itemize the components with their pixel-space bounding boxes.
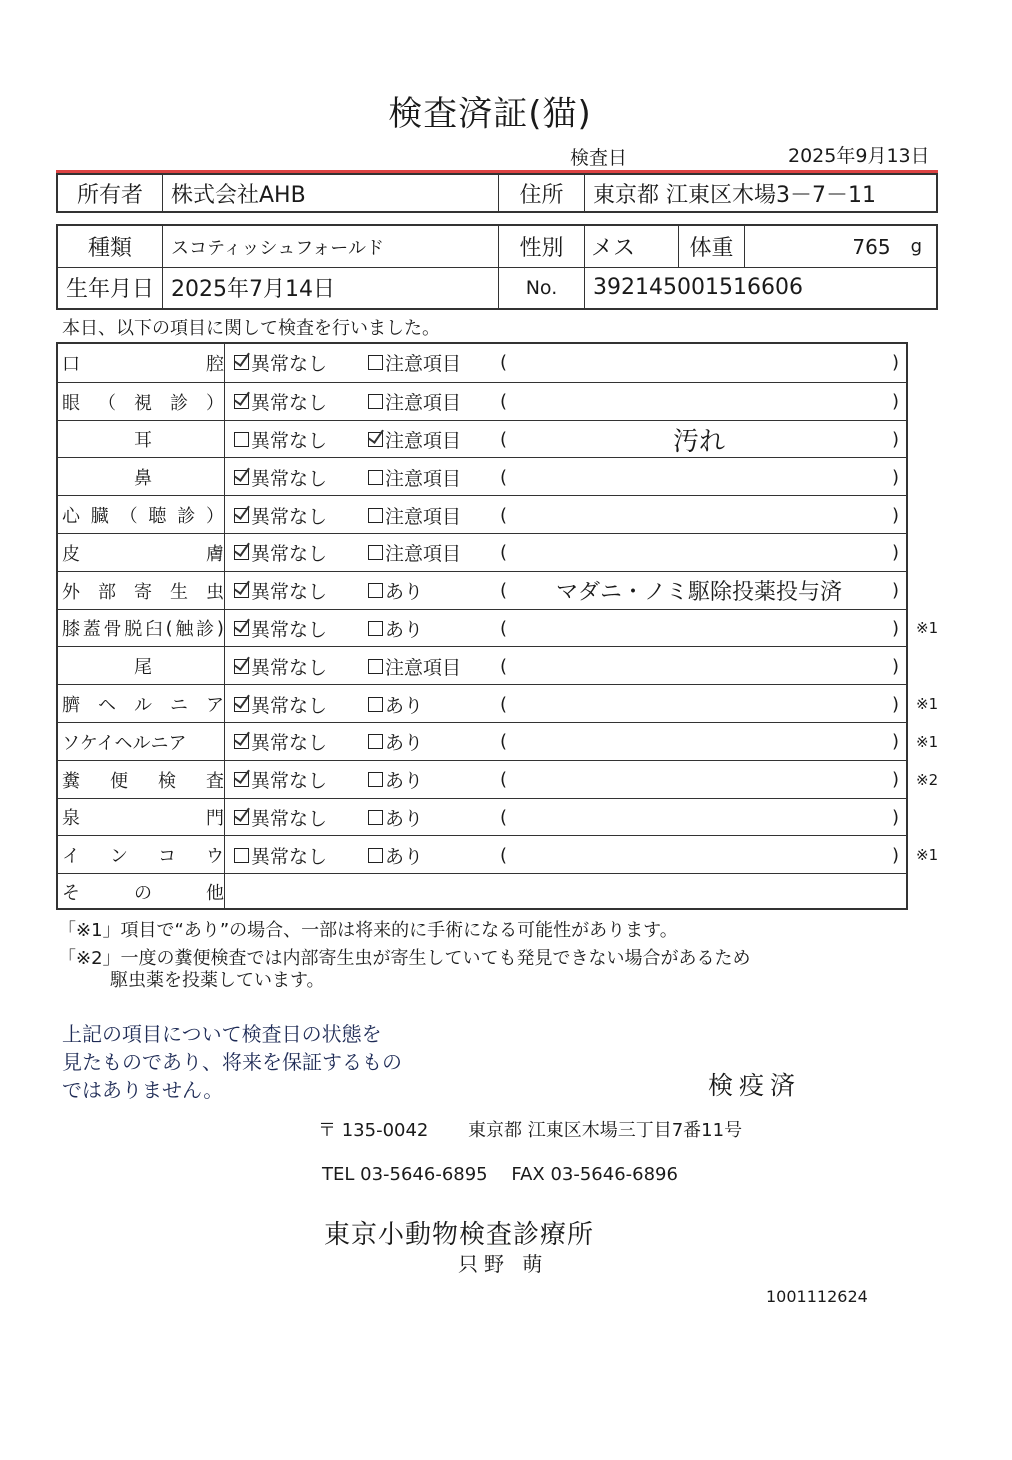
row-note[interactable] bbox=[508, 610, 890, 648]
check-row bbox=[58, 722, 939, 761]
sex-value: メス bbox=[584, 226, 678, 267]
option-attention bbox=[368, 534, 461, 572]
option-normal bbox=[234, 534, 327, 572]
option-normal-label: 異常なし bbox=[251, 656, 328, 679]
paren-open: ( bbox=[500, 542, 508, 564]
row-label: 泉 門 bbox=[62, 808, 224, 830]
vet-name: 只野 萌 bbox=[458, 1252, 549, 1276]
checkbox-normal[interactable] bbox=[234, 810, 249, 825]
option-normal bbox=[234, 761, 327, 799]
checkbox-attention[interactable] bbox=[368, 848, 383, 863]
paren-close: ) bbox=[892, 769, 900, 791]
row-note[interactable] bbox=[508, 383, 890, 421]
paren-open: ( bbox=[500, 655, 508, 677]
row-note[interactable]: マダニ・ノミ駆除投薬投与済 bbox=[555, 580, 842, 606]
option-normal bbox=[234, 836, 327, 874]
option-normal bbox=[234, 685, 327, 723]
checkbox-attention[interactable] bbox=[368, 583, 383, 598]
row-label: イ ン コ ウ bbox=[62, 846, 224, 868]
row-label: 鼻 bbox=[134, 468, 152, 490]
paren-close: ) bbox=[892, 352, 900, 374]
option-attention bbox=[368, 723, 423, 761]
option-attention-label: 注意項目 bbox=[385, 656, 462, 679]
option-attention-label: 注意項目 bbox=[385, 543, 462, 566]
option-normal bbox=[234, 572, 327, 610]
checkbox-normal[interactable] bbox=[234, 621, 249, 636]
row-note[interactable] bbox=[508, 723, 890, 761]
option-attention-label: 注意項目 bbox=[385, 505, 462, 528]
option-normal-label: 異常なし bbox=[251, 543, 328, 566]
checkbox-attention[interactable] bbox=[368, 659, 383, 674]
row-label: 耳 bbox=[134, 430, 152, 452]
row-label: 尾 bbox=[134, 657, 152, 679]
option-normal bbox=[234, 799, 327, 837]
checkbox-attention[interactable] bbox=[368, 545, 383, 560]
checkbox-attention[interactable] bbox=[368, 508, 383, 523]
footnote-2: 「※2」一度の糞便検査では内部寄生虫が寄生していても発見できない場合があるため bbox=[58, 948, 751, 969]
dob-label: 生年月日 bbox=[65, 277, 154, 302]
option-attention-label: 注意項目 bbox=[385, 353, 462, 376]
row-footnote-mark: ※1 bbox=[916, 846, 939, 865]
option-normal-label: 異常なし bbox=[251, 429, 328, 452]
paren-open: ( bbox=[500, 580, 508, 602]
sex-label: 性別 bbox=[498, 226, 584, 267]
option-normal bbox=[234, 610, 327, 648]
row-label: 臍 ヘ ル ニ ア bbox=[62, 695, 224, 717]
option-attention-label: あり bbox=[385, 770, 424, 793]
paren-open: ( bbox=[500, 769, 508, 791]
row-label: 口 腔 bbox=[62, 353, 224, 375]
inspection-date: 2025年9月13日 bbox=[788, 145, 930, 167]
row-footnote-mark: ※1 bbox=[916, 695, 939, 714]
check-row bbox=[58, 382, 906, 421]
paren-close: ) bbox=[892, 580, 900, 602]
checkbox-attention[interactable] bbox=[368, 772, 383, 787]
checkbox-attention[interactable] bbox=[368, 621, 383, 636]
other-row bbox=[58, 873, 906, 909]
checkbox-normal[interactable] bbox=[234, 470, 249, 485]
row-note[interactable] bbox=[508, 685, 890, 723]
paren-close: ) bbox=[892, 844, 900, 866]
check-row bbox=[58, 495, 906, 534]
option-normal-label: 異常なし bbox=[251, 694, 328, 717]
weight-label: 体重 bbox=[678, 226, 744, 267]
option-attention bbox=[368, 799, 423, 837]
option-normal-label: 異常なし bbox=[251, 845, 328, 868]
option-attention-label: あり bbox=[385, 694, 424, 717]
row-note[interactable] bbox=[508, 836, 890, 874]
checkbox-attention[interactable] bbox=[368, 810, 383, 825]
option-normal-label: 異常なし bbox=[251, 392, 328, 415]
tel: TEL 03-5646-6895 bbox=[322, 1164, 488, 1185]
option-normal-label: 異常なし bbox=[251, 732, 328, 755]
checkbox-normal[interactable] bbox=[234, 734, 249, 749]
option-attention bbox=[368, 761, 423, 799]
weight-cell bbox=[744, 226, 936, 267]
no-value: 392145001516606 bbox=[584, 267, 936, 308]
dob-value: 2025年7月14日 bbox=[162, 267, 498, 308]
paren-close: ) bbox=[892, 428, 900, 450]
quarantine-stamp: 検疫済 bbox=[708, 1071, 802, 1100]
owner-box bbox=[56, 173, 938, 213]
option-attention bbox=[368, 572, 423, 610]
row-label: ソケイヘルニア bbox=[62, 732, 187, 754]
clinic-name: 東京小動物検査診療所 bbox=[324, 1220, 595, 1250]
checkbox-attention[interactable] bbox=[368, 697, 383, 712]
option-normal-label: 異常なし bbox=[251, 505, 328, 528]
option-attention bbox=[368, 344, 461, 382]
check-row bbox=[58, 798, 906, 837]
paren-open: ( bbox=[500, 806, 508, 828]
owner-label: 所有者 bbox=[76, 182, 143, 208]
paren-close: ) bbox=[892, 693, 900, 715]
checkbox-attention[interactable] bbox=[368, 470, 383, 485]
option-attention-label: 注意項目 bbox=[385, 467, 462, 490]
row-label: 膝 蓋 骨 脱 臼 ( 触 診 ) bbox=[62, 617, 224, 641]
option-attention-label: あり bbox=[385, 732, 424, 755]
disclaimer-line: 上記の項目について検査日の状態を bbox=[62, 1022, 382, 1046]
option-attention bbox=[368, 383, 461, 421]
paren-close: ) bbox=[892, 466, 900, 488]
option-attention-label: 注意項目 bbox=[385, 392, 462, 415]
option-normal bbox=[234, 723, 327, 761]
option-attention-label: あり bbox=[385, 807, 424, 830]
check-table bbox=[56, 342, 939, 910]
option-normal bbox=[234, 647, 327, 685]
checkbox-normal[interactable] bbox=[234, 772, 249, 787]
checkbox-attention[interactable] bbox=[368, 734, 383, 749]
address-label: 住所 bbox=[498, 175, 584, 211]
checkbox-attention[interactable] bbox=[368, 394, 383, 409]
row-note[interactable] bbox=[508, 458, 890, 496]
check-row bbox=[58, 420, 906, 459]
document-title: 検査済証(猫) bbox=[388, 94, 592, 134]
checkbox-normal[interactable] bbox=[234, 545, 249, 560]
checkbox-normal[interactable] bbox=[234, 848, 249, 863]
paren-open: ( bbox=[500, 391, 508, 413]
checkbox-attention[interactable] bbox=[368, 432, 383, 447]
row-label: 外 部 寄 生 虫 bbox=[62, 581, 224, 603]
disclaimer bbox=[62, 1020, 402, 1104]
disclaimer-line: 見たものであり、将来を保証するもの bbox=[62, 1050, 402, 1074]
paren-open: ( bbox=[500, 466, 508, 488]
paren-close: ) bbox=[892, 655, 900, 677]
option-normal bbox=[234, 496, 327, 534]
row-note[interactable] bbox=[508, 534, 890, 572]
option-attention-label: あり bbox=[385, 845, 424, 868]
option-attention bbox=[368, 610, 423, 648]
intro-text: 本日、以下の項目に関して検査を行いました。 bbox=[62, 318, 440, 339]
option-attention bbox=[368, 421, 461, 459]
option-normal-label: 異常なし bbox=[251, 581, 328, 604]
checkbox-normal[interactable] bbox=[234, 508, 249, 523]
breed-label: 種類 bbox=[87, 236, 132, 261]
postal-code: 〒 135-0042 bbox=[318, 1120, 429, 1141]
row-note[interactable] bbox=[508, 761, 890, 799]
row-label: 皮 膚 bbox=[62, 543, 224, 565]
owner-value: 株式会社AHB bbox=[162, 175, 498, 211]
option-attention-label: 注意項目 bbox=[385, 429, 462, 452]
address-value: 東京都 江東区木場3－7－11 bbox=[584, 175, 936, 211]
paren-open: ( bbox=[500, 731, 508, 753]
paren-close: ) bbox=[892, 806, 900, 828]
checkbox-attention[interactable] bbox=[368, 355, 383, 370]
check-row bbox=[58, 760, 939, 799]
footnote-1: 「※1」項目で“あり”の場合、一部は将来的に手術になる可能性があります。 bbox=[58, 920, 678, 941]
checkbox-normal[interactable] bbox=[234, 432, 249, 447]
row-note[interactable] bbox=[508, 344, 890, 382]
fax: FAX 03-5646-6896 bbox=[511, 1164, 678, 1185]
paren-open: ( bbox=[500, 504, 508, 526]
paren-close: ) bbox=[892, 617, 900, 639]
row-label: 眼 （ 視 診 ） bbox=[62, 392, 224, 414]
row-note[interactable] bbox=[508, 496, 890, 534]
checkbox-normal[interactable] bbox=[234, 583, 249, 598]
footnote-2-cont: 駆虫薬を投薬しています。 bbox=[110, 970, 325, 991]
row-footnote-mark: ※1 bbox=[916, 732, 939, 751]
checkbox-normal[interactable] bbox=[234, 355, 249, 370]
weight-unit: g bbox=[910, 236, 922, 257]
checkbox-normal[interactable] bbox=[234, 697, 249, 712]
check-row bbox=[58, 835, 939, 874]
option-attention bbox=[368, 685, 423, 723]
option-normal bbox=[234, 421, 327, 459]
row-footnote-mark: ※1 bbox=[916, 619, 939, 638]
serial-number: 1001112624 bbox=[766, 1287, 868, 1306]
row-note[interactable]: 汚れ bbox=[672, 426, 725, 457]
paren-open: ( bbox=[500, 844, 508, 866]
clinic-address: 東京都 江東区木場三丁目7番11号 bbox=[468, 1120, 743, 1141]
checkbox-normal[interactable] bbox=[234, 659, 249, 674]
option-attention bbox=[368, 496, 461, 534]
paren-open: ( bbox=[500, 352, 508, 374]
paren-open: ( bbox=[500, 428, 508, 450]
pet-box bbox=[56, 224, 938, 310]
paren-open: ( bbox=[500, 693, 508, 715]
option-attention-label: あり bbox=[385, 618, 424, 641]
option-attention bbox=[368, 458, 461, 496]
disclaimer-line: ではありません。 bbox=[62, 1078, 224, 1102]
paren-open: ( bbox=[500, 617, 508, 639]
row-label: そ の 他 bbox=[62, 882, 224, 904]
check-row bbox=[58, 457, 906, 496]
option-attention bbox=[368, 647, 461, 685]
row-footnote-mark: ※2 bbox=[916, 770, 939, 789]
option-normal-label: 異常なし bbox=[251, 618, 328, 641]
check-row bbox=[58, 684, 939, 723]
option-normal-label: 異常なし bbox=[251, 353, 328, 376]
option-normal bbox=[234, 383, 327, 421]
weight-value: 765 bbox=[852, 234, 891, 259]
row-note[interactable] bbox=[508, 647, 890, 685]
check-row bbox=[58, 609, 939, 648]
check-row bbox=[58, 344, 906, 382]
no-label: No. bbox=[498, 267, 584, 308]
check-row bbox=[58, 533, 906, 572]
option-normal bbox=[234, 344, 327, 382]
option-normal bbox=[234, 458, 327, 496]
contact bbox=[322, 1164, 678, 1185]
paren-close: ) bbox=[892, 504, 900, 526]
inspection-date-label: 検査日 bbox=[570, 147, 628, 169]
checkbox-normal[interactable] bbox=[234, 394, 249, 409]
paren-close: ) bbox=[892, 391, 900, 413]
paren-close: ) bbox=[892, 731, 900, 753]
paren-close: ) bbox=[892, 542, 900, 564]
option-attention-label: あり bbox=[385, 581, 424, 604]
row-label: 糞 便 検 査 bbox=[62, 770, 224, 792]
check-row bbox=[58, 646, 906, 685]
option-normal-label: 異常なし bbox=[251, 770, 328, 793]
option-normal-label: 異常なし bbox=[251, 467, 328, 490]
option-normal-label: 異常なし bbox=[251, 807, 328, 830]
option-attention bbox=[368, 836, 423, 874]
breed-value: スコティッシュフォールド bbox=[162, 226, 498, 267]
row-label: 心 臓 （ 聴 診 ） bbox=[62, 506, 224, 528]
row-note[interactable] bbox=[508, 799, 890, 837]
check-row bbox=[58, 571, 906, 610]
